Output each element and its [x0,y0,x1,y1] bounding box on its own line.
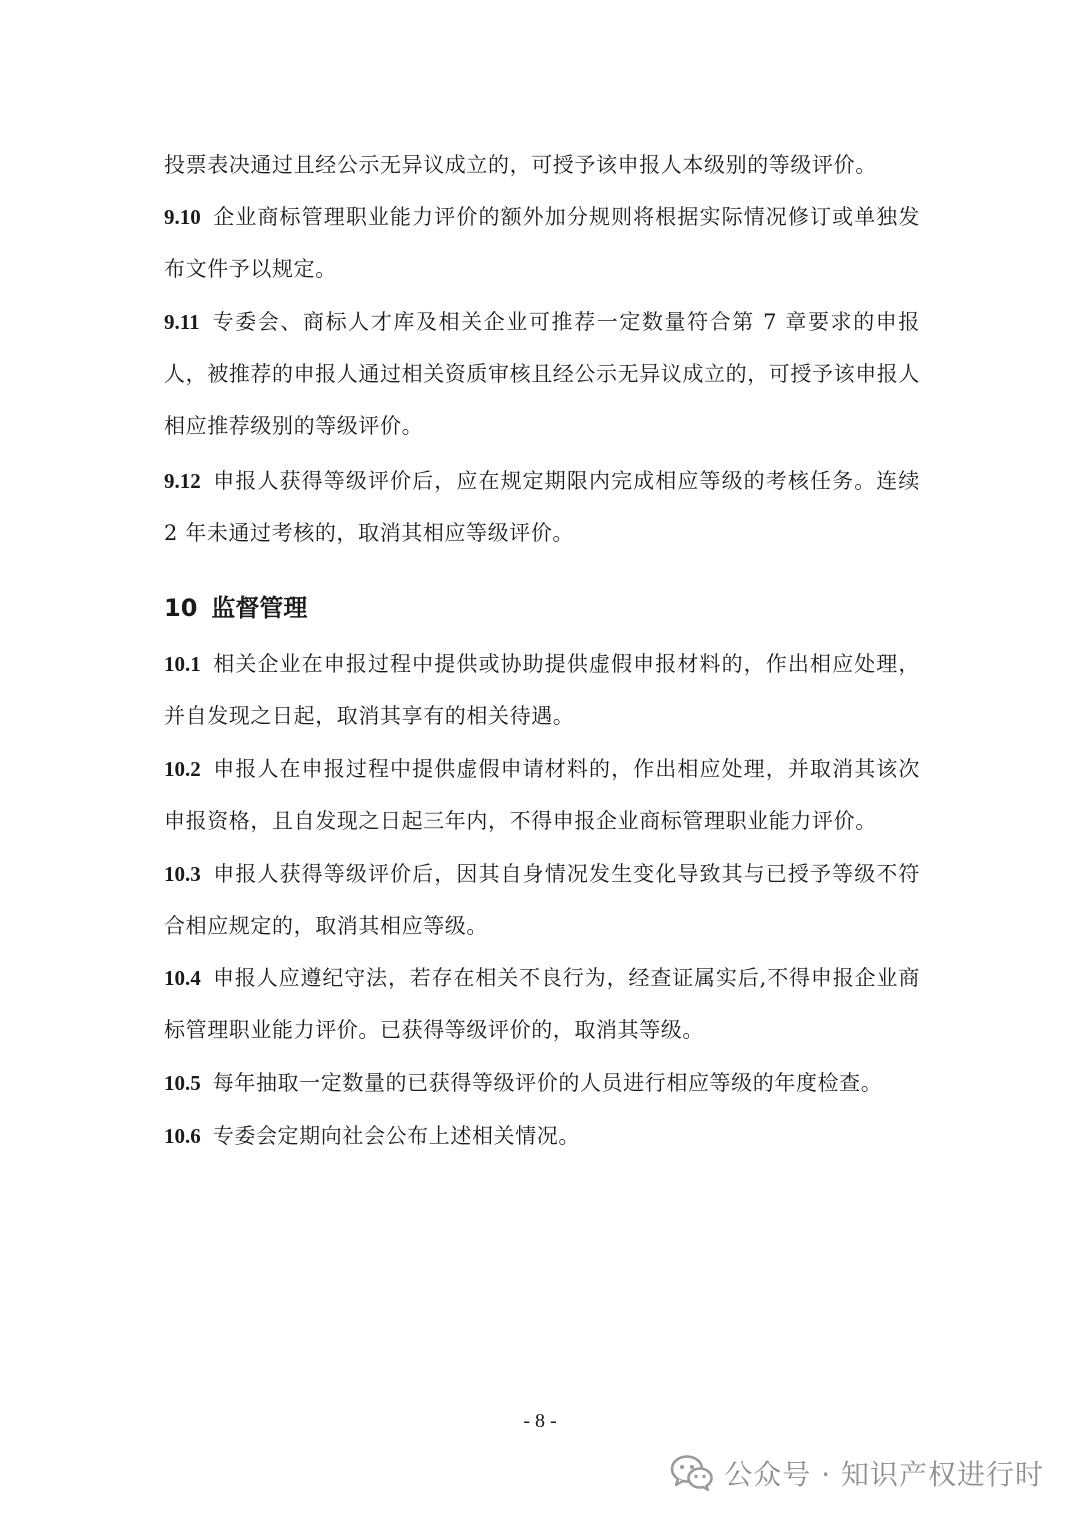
page-number: - 8 - [523,1410,557,1432]
section-heading [164,588,307,628]
paragraph-text: 申报人获得等级评价后，应在规定期限内完成相应等级的考核任务。连续 2 年未通过考核的，取消其相应等级评价。 [164,469,920,545]
paragraph-text: 企业商标管理职业能力评价的额外加分规则将根据实际情况修订或单独发布文件予以规定。 [164,205,920,281]
paragraph-10-6 [164,1110,920,1162]
clause-number: 9.10 [164,205,201,229]
paragraph-10-1 [164,638,920,742]
paragraph-10-5 [164,1057,920,1109]
clause-number: 10.1 [164,652,201,676]
clause-number: 9.11 [164,310,200,334]
paragraph-10-3 [164,848,920,952]
paragraph-9-11 [164,296,920,452]
clause-number: 9.12 [164,469,201,493]
watermark-text: 公众号 · 知识产权进行时 [724,1458,1044,1491]
paragraph-text: 每年抽取一定数量的已获得等级评价的人员进行相应等级的年度检查。 [212,1071,883,1095]
clause-number: 10.2 [164,757,201,781]
paragraph-10-2 [164,743,920,847]
wechat-icon [670,1453,714,1493]
paragraph-9-12 [164,455,920,559]
paragraph-text: 申报人获得等级评价后，因其自身情况发生变化导致其与已授予等级不符合相应规定的，取消其相应等级。 [164,862,920,938]
paragraph-10-4 [164,952,920,1056]
paragraph-text: 相关企业在申报过程中提供或协助提供虚假申报材料的，作出相应处理，并自发现之日起，取消其享有的相关待遇。 [164,652,920,728]
paragraph-text: 投票表决通过且经公示无异议成立的，可授予该申报人本级别的等级评价。 [164,153,877,177]
paragraph-text: 申报人在申报过程中提供虚假申请材料的，作出相应处理，并取消其该次申报资格，且自发现之日起三年内，不得申报企业商标管理职业能力评价。 [164,757,920,833]
clause-number: 10.4 [164,966,201,990]
clause-number: 10.6 [164,1124,201,1148]
section-title: 监督管理 [211,594,308,622]
section-number: 10 [164,594,198,622]
paragraph-9-9-continued [164,139,920,191]
clause-number: 10.3 [164,862,201,886]
paragraph-text: 申报人应遵纪守法，若存在相关不良行为，经查证属实后,不得申报企业商标管理职业能力评价。已获得等级评价的，取消其等级。 [164,966,920,1042]
paragraph-text: 专委会、商标人才库及相关企业可推荐一定数量符合第 7 章要求的申报人，被推荐的申报人通过相关资质审核且经公示无异议成立的，可授予该申报人相应推荐级别的等级评价。 [164,310,920,438]
watermark [670,1453,1044,1493]
paragraph-text: 专委会定期向社会公布上述相关情况。 [212,1124,580,1148]
clause-number: 10.5 [164,1071,201,1095]
paragraph-9-10 [164,191,920,295]
